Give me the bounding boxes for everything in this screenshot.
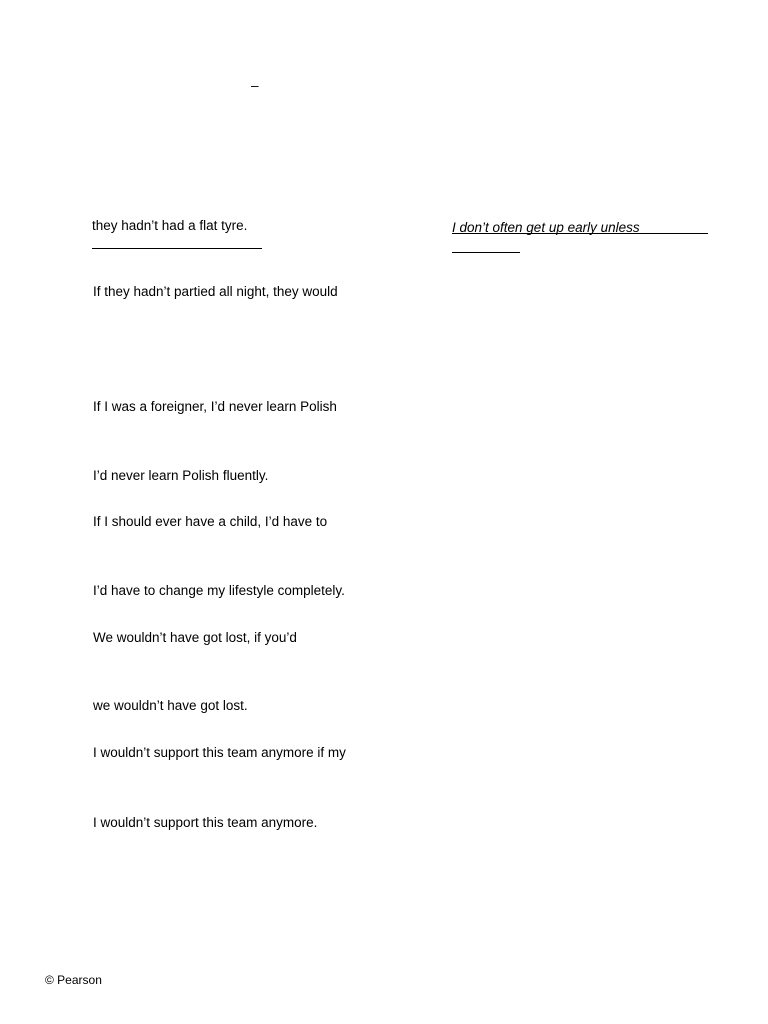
example-sentence: I don’t often get up early unless bbox=[452, 220, 640, 235]
answer-blank-1 bbox=[92, 248, 262, 249]
sentence-line-6: I’d have to change my lifestyle completely. bbox=[93, 583, 345, 598]
example-answer-line-continued bbox=[452, 252, 520, 253]
sentence-line-5: If I should ever have a child, I’d have to bbox=[93, 514, 328, 529]
sentence-line-10: I wouldn’t support this team anymore. bbox=[93, 815, 318, 830]
sentence-line-3: If I was a foreigner, I’d never learn Polish bbox=[93, 399, 337, 414]
sentence-line-4: I’d never learn Polish fluently. bbox=[93, 468, 269, 483]
sentence-line-9: I wouldn’t support this team anymore if my bbox=[93, 745, 346, 760]
sentence-line-7: We wouldn’t have got lost, if you’d bbox=[93, 630, 297, 645]
copyright-footer: © Pearson bbox=[45, 973, 102, 987]
header-dash: – bbox=[251, 78, 259, 93]
example-answer-line bbox=[452, 233, 708, 234]
sentence-line-2: If they hadn’t partied all night, they would bbox=[93, 284, 338, 299]
sentence-line-8: we wouldn’t have got lost. bbox=[93, 698, 248, 713]
sentence-line-1: they hadn’t had a flat tyre. bbox=[92, 218, 248, 233]
